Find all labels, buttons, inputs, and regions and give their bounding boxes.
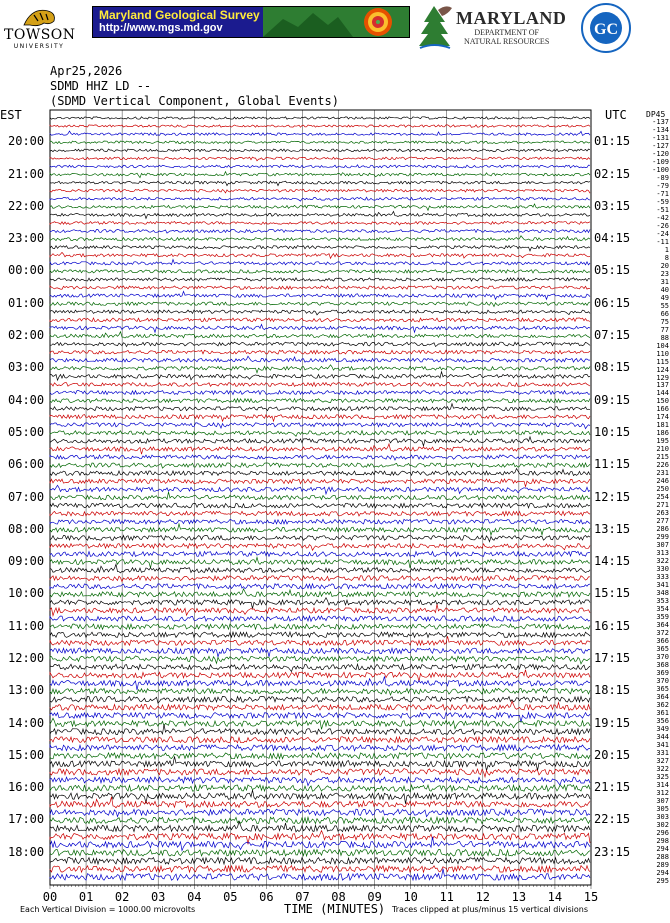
dc-offset-value: 307 [656,796,669,805]
dc-offset-value: 254 [656,493,669,502]
seismic-trace [50,222,590,226]
seismic-trace [50,503,590,508]
seismic-trace [50,837,590,851]
dc-offset-value: -24 [656,229,669,238]
seismic-trace [50,131,590,135]
dc-offset-value: 294 [656,868,669,877]
minute-label: 11 [439,890,454,904]
seismic-trace [50,455,590,460]
dc-offset-value: 23 [660,269,669,278]
dc-offset-value: 110 [656,349,669,358]
seismic-trace [50,211,590,218]
dc-offset-value: -51 [656,205,669,214]
est-hour-label: 13:00 [8,683,45,698]
dc-offset-value: 226 [656,461,669,470]
utc-hour-label: 14:15 [594,554,631,569]
dc-offset-value: 349 [656,724,669,733]
est-hour-label: 01:00 [8,295,45,310]
seismic-trace [50,809,590,817]
left-axis-header: EST [0,108,22,122]
minute-label: 14 [547,890,563,904]
seismic-trace [50,869,590,881]
seismic-trace [50,310,590,315]
seismic-trace [50,302,590,307]
seismic-trace [50,350,590,354]
dc-offset-value: 325 [656,772,669,781]
minute-label: 00 [42,890,58,904]
dc-offset-value: 298 [656,836,669,845]
seismic-trace [50,544,590,551]
seismic-trace [50,849,590,856]
seismic-trace [50,332,590,338]
dc-offset-value: -89 [656,173,669,182]
dc-offset-value: 353 [656,597,669,606]
dc-offset-value: 302 [656,820,669,829]
utc-hour-label: 08:15 [594,360,631,375]
dc-offset-value: 40 [660,285,669,294]
dc-offset-value: -71 [656,189,669,198]
seismic-trace [50,616,590,621]
seismic-trace [50,557,590,568]
minute-label: 15 [583,890,599,904]
seismic-trace [50,463,590,468]
seismic-trace [50,383,590,387]
dc-offset-value: 77 [660,325,669,334]
seismic-trace [50,356,590,362]
dc-offset-value: 295 [656,876,669,885]
component-description: (SDMD Vertical Component, Global Events) [50,94,339,108]
est-hour-label: 02:00 [8,328,45,342]
utc-hour-label: 09:15 [594,392,631,407]
est-hour-label: 09:00 [8,554,45,569]
dc-offset-value: 303 [656,812,669,821]
seismic-trace [50,230,590,234]
dc-offset-value: 307 [656,541,669,550]
seismic-trace [50,324,590,332]
utc-hour-label: 07:15 [594,328,631,342]
dc-offset-value: 150 [656,397,669,406]
dc-offset-value: 49 [660,293,669,302]
dc-offset-value: 370 [656,676,669,685]
utc-hour-label: 16:15 [594,618,631,633]
dc-offset-value: -127 [652,141,669,150]
dc-offset-value: 368 [656,660,669,669]
dc-offset-value: 372 [656,629,669,637]
utc-hour-label: 22:15 [594,812,631,827]
dnr-title: MARYLAND [456,8,567,28]
utc-hour-label: 21:15 [594,780,631,795]
seismic-trace [50,756,590,770]
dc-offset-value: 341 [656,740,669,749]
seismic-trace [50,204,590,210]
utc-hour-label: 19:15 [594,715,631,730]
dc-offset-value: 296 [656,828,669,837]
utc-hour-label: 13:15 [594,521,631,536]
dc-offset-value: -120 [652,149,669,158]
seismic-trace [50,785,590,792]
est-hour-label: 17:00 [8,812,45,827]
minute-label: 10 [403,890,418,904]
dc-offset-value: -131 [652,133,669,142]
dc-offset-value: 365 [656,644,669,653]
est-hour-label: 18:00 [8,844,45,859]
seismic-trace [50,444,590,454]
seismic-trace [50,589,590,597]
dc-offset-value: 88 [660,333,669,342]
est-hour-label: 22:00 [8,198,45,213]
utc-hour-label: 11:15 [594,457,631,472]
dc-offset-value: 124 [656,365,669,374]
minute-label: 04 [187,890,202,904]
seismic-trace [50,584,590,589]
utc-hour-label: 03:15 [594,198,631,213]
seismic-trace [50,535,590,542]
dc-offset-value: 210 [656,445,669,454]
seismic-trace [50,769,590,777]
seismic-trace [50,172,590,178]
minute-label: 09 [367,890,382,904]
dc-offset-value: 333 [656,573,669,582]
dc-offset-value: 75 [660,317,669,326]
seismic-trace [50,576,590,582]
minute-label: 13 [511,890,527,904]
dc-offset-value: 322 [656,764,669,773]
dc-offset-value: 344 [656,732,669,741]
dc-offset-value: 365 [656,684,669,693]
seismic-trace [50,479,590,487]
minute-label: 03 [150,890,166,904]
seismic-trace [50,181,590,185]
dc-offset-value: -79 [656,181,669,190]
seismic-trace [50,688,590,695]
dc-offset-value: 1 [664,245,669,254]
dc-offset-value: 186 [656,429,669,438]
minute-label: 08 [331,890,346,904]
dc-offset-value: 263 [656,509,669,518]
dc-offset-value: 369 [656,668,669,677]
dc-offset-value: 231 [656,469,669,478]
est-hour-label: 16:00 [8,780,45,795]
dc-offset-value: 174 [656,413,669,422]
dc-offset-value: 66 [660,309,669,318]
seismic-trace [50,342,590,346]
dc-offset-value: -42 [656,213,669,222]
dc-offset-value: 370 [656,652,669,661]
utc-hour-label: 12:15 [594,489,631,504]
seismic-trace [50,866,590,873]
dc-offset-value: 166 [656,405,669,414]
seismic-trace [50,236,590,241]
seismic-trace [50,511,590,516]
utc-hour-label: 02:15 [594,166,631,181]
est-hour-label: 15:00 [8,747,45,762]
dc-offset-value: 31 [660,277,669,286]
utc-hour-label: 17:15 [594,650,631,665]
est-hour-label: 04:00 [8,392,45,407]
est-hour-label: 21:00 [8,166,45,181]
seismic-trace [50,404,590,411]
dc-offset-value: 144 [656,389,669,398]
seismic-trace [50,737,590,743]
dc-offset-value: 129 [656,373,669,382]
dc-offset-value: 115 [656,357,669,366]
seismic-trace [50,141,590,144]
seismic-trace [50,604,590,615]
minute-label: 12 [475,890,491,904]
dc-offset-value: 215 [656,453,669,462]
dc-offset-value: -59 [656,197,669,206]
seismic-trace [50,777,590,786]
dc-offset-value: 250 [656,485,669,494]
x-axis-label: TIME (MINUTES) [284,902,386,916]
seismic-trace [50,677,590,691]
est-hour-label: 11:00 [8,618,45,633]
dc-offset-value: -134 [652,125,669,134]
seismic-trace [50,753,590,759]
seismic-trace [50,519,590,524]
seismic-trace [50,551,590,557]
seismic-trace [50,431,590,437]
dc-offset-value: 359 [656,613,669,622]
seismic-trace [50,858,590,865]
est-hour-label: 03:00 [8,360,45,375]
clip-note: Traces clipped at plus/minus 15 vertical divisions [392,905,589,914]
dc-offset-value: 20 [660,261,669,270]
seismic-trace [50,197,590,201]
seismic-trace [50,632,590,637]
seismic-trace [50,391,590,395]
dc-offset-value: 366 [656,636,669,645]
seismic-trace [50,157,590,161]
dc-offset-value: 354 [656,605,669,614]
seismic-trace [50,469,590,476]
dc-offset-value: 364 [656,692,669,701]
seismic-trace [50,664,590,671]
seismic-trace [50,817,590,823]
seismic-trace [50,117,590,119]
minute-label: 07 [295,890,310,904]
dnr-subtitle-line1: DEPARTMENT OF [474,28,539,37]
est-hour-label: 08:00 [8,521,45,536]
seismic-trace [50,318,590,322]
dc-offset-value: 271 [656,501,669,510]
utc-hour-label: 15:15 [594,586,631,601]
est-hour-label: 07:00 [8,489,45,504]
seismic-trace [50,624,590,629]
dc-offset-value: 286 [656,525,669,534]
utc-hour-label: 10:15 [594,424,631,439]
minute-label: 01 [78,890,94,904]
est-hour-label: 05:00 [8,424,45,439]
seismic-trace [50,252,590,258]
dc-offset-value: 289 [656,860,669,869]
dc-offset-value: -11 [656,237,669,246]
seismic-trace [50,189,590,193]
est-hour-label: 00:00 [8,263,45,278]
seismic-trace [50,260,590,265]
mgs-title: Maryland Geological Survey [99,8,260,22]
dc-offset-value: 312 [656,788,669,797]
utc-hour-label: 04:15 [594,231,631,246]
right-axis-header: UTC [605,108,627,122]
dc-offset-value: 8 [664,253,669,262]
utc-hour-label: 01:15 [594,134,631,149]
minute-label: 05 [223,890,238,904]
utc-hour-label: 20:15 [594,747,631,762]
dc-offset-value: 294 [656,844,669,853]
seismic-trace [50,165,590,168]
dc-offset-value: 331 [656,748,669,757]
seismic-trace [50,670,590,682]
scale-note: Each Vertical Division = 1000.00 microvolts [20,905,196,914]
towson-name: TOWSON [4,27,76,43]
goucher-seal-text: GC [594,21,618,38]
seismic-trace [50,291,590,299]
dc-offset-value: 104 [656,341,669,350]
utc-hour-label: 05:15 [594,263,631,278]
seismic-trace [50,365,590,373]
seismic-trace [50,636,590,645]
dc-offset-value: 181 [656,421,669,430]
seismic-trace [50,286,590,289]
dc-offset-value: -100 [652,165,669,174]
record-date: Apr25,2026 [50,64,123,78]
dc-offset-value: 314 [656,780,669,789]
seismic-trace [50,278,590,281]
est-hour-label: 10:00 [8,586,45,601]
towson-subtitle: UNIVERSITY [13,43,65,50]
seismic-trace [50,656,590,664]
minute-label: 06 [259,890,274,904]
dc-offset-value: -137 [652,118,669,126]
dc-offset-value: 348 [656,589,669,598]
seismic-trace [50,423,590,429]
seismic-trace [50,492,590,500]
seismic-trace [50,125,590,127]
seismic-trace [50,270,590,273]
dc-offset-value: 55 [660,301,669,310]
dc-offset-value: 362 [656,700,669,709]
seismic-trace [50,701,590,710]
seismic-trace [50,648,590,657]
est-hour-label: 20:00 [8,134,45,149]
dc-offset-value: 277 [656,517,669,526]
seismic-trace [50,372,590,381]
dc-offset-value: 313 [656,549,669,558]
seismic-trace [50,485,590,494]
minute-label: 02 [114,890,130,904]
dc-offset-value: 288 [656,852,669,861]
seismic-trace [50,246,590,251]
seismic-trace [50,745,590,751]
seismic-trace [50,524,590,535]
est-hour-label: 23:00 [8,231,45,246]
dc-offset-value: 356 [656,716,669,725]
dnr-subtitle-line2: NATURAL RESOURCES [464,37,550,46]
est-hour-label: 14:00 [8,715,45,730]
dc-offset-value: 137 [656,381,669,390]
seismic-trace [50,696,590,703]
utc-hour-label: 06:15 [594,295,631,310]
seismic-trace [50,149,590,152]
dc-offset-value: 322 [656,557,669,566]
seismic-trace [50,598,590,609]
seismic-trace [50,718,590,729]
dc-offset-value: 341 [656,581,669,590]
dc-offset-value: 305 [656,804,669,813]
utc-hour-label: 18:15 [594,683,631,698]
station-code: SDMD HHZ LD -- [50,79,152,93]
mgs-url[interactable]: http://www.mgs.md.gov [99,22,223,34]
seismic-trace [50,399,590,403]
dc-offset-value: 361 [656,708,669,717]
est-hour-label: 12:00 [8,650,45,665]
dc-offset-value: 327 [656,756,669,765]
seismic-trace [50,437,590,446]
offset-axis-header: DP45 [646,110,666,119]
dc-offset-value: 195 [656,437,669,446]
seismic-trace [50,564,590,573]
dc-offset-value: 246 [656,477,669,486]
dc-offset-value: 299 [656,533,669,542]
utc-hour-label: 23:15 [594,844,631,859]
dc-offset-value: 330 [656,565,669,574]
dc-offset-value: 364 [656,621,669,630]
dc-offset-value: -109 [652,157,669,166]
seismic-trace [50,415,590,422]
dc-offset-column [629,118,669,885]
est-hour-label: 06:00 [8,457,45,472]
dc-offset-value: -26 [656,221,669,230]
